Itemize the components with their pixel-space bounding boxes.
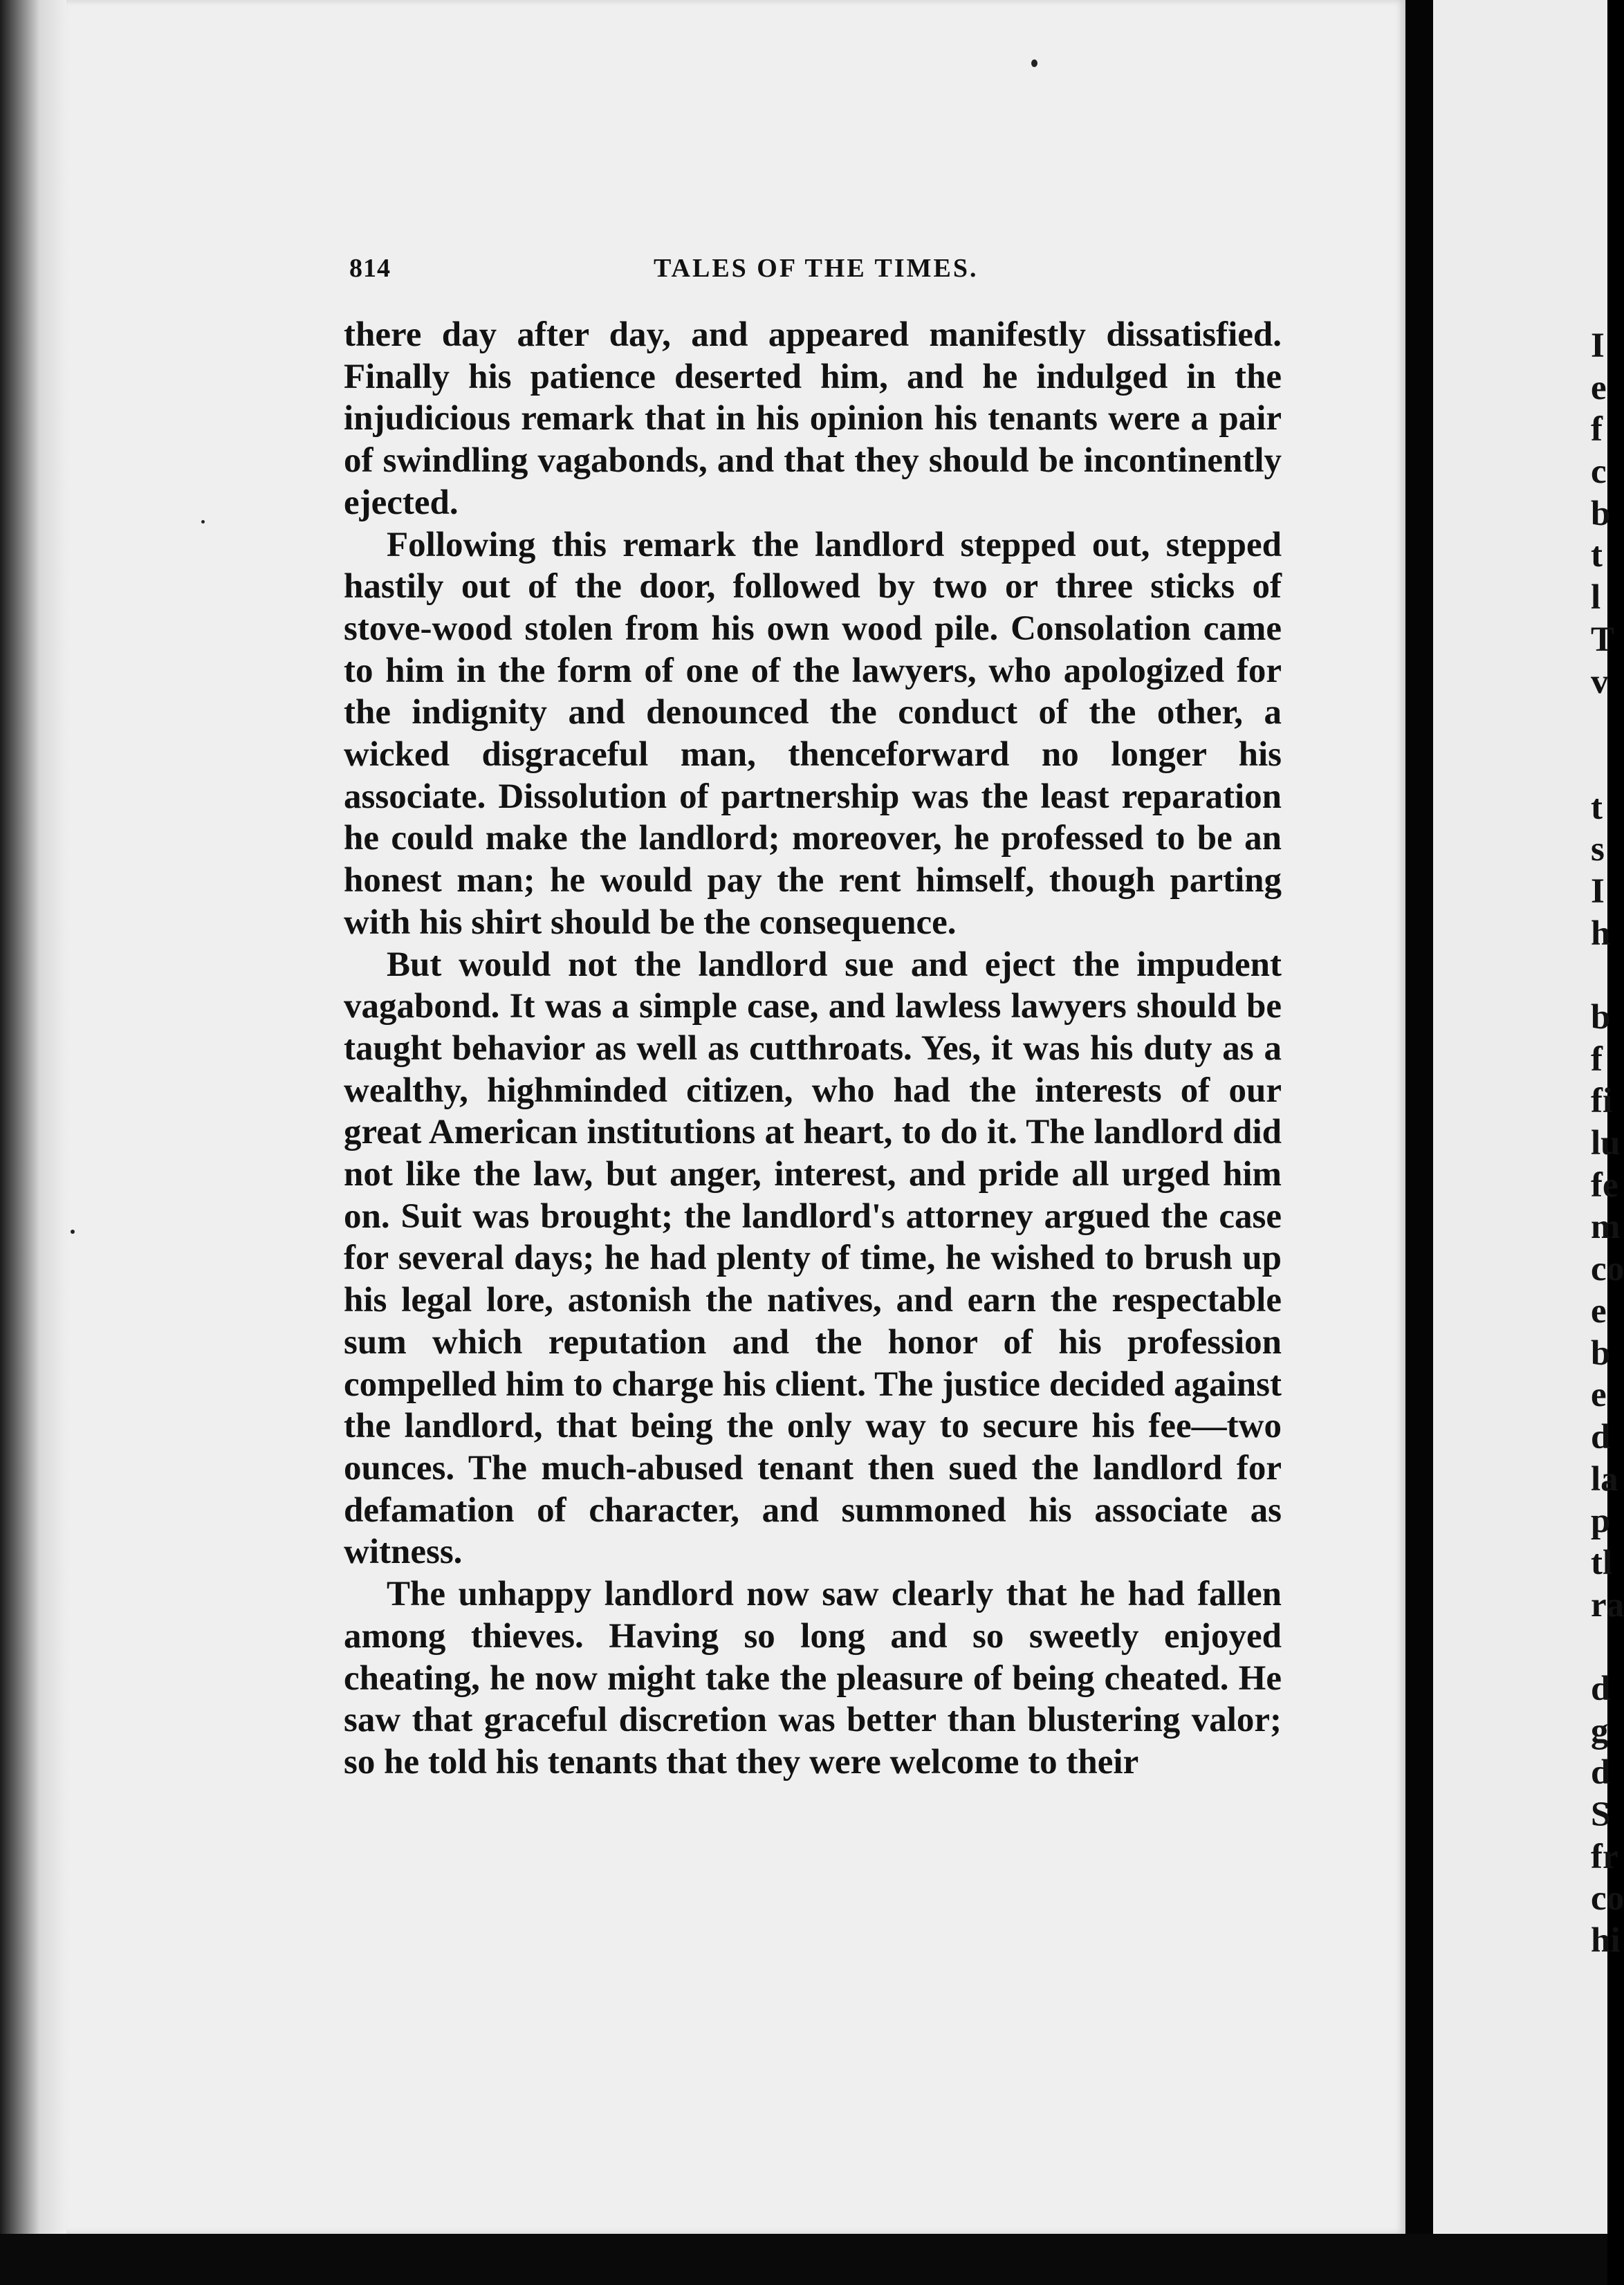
facing-page-fragment: b [1591, 494, 1611, 533]
facing-page-fragment: m [1591, 1208, 1621, 1247]
facing-page-fragment [1591, 1626, 1618, 1668]
left-margin-edge [0, 0, 66, 2285]
paragraph: But would not the landlord sue and eject the impudent vagabond. It was a simple case, and lawless lawyers should be taught behavior as well as cutthroats. Yes, it was his duty as a wealthy, highminded citizen, who had the interests of our great American institutions at heart, to do it. The landlord did not like the law, but anger, interest, and pride all urged him on. Suit was brought; the landlord's attorney argued the case for several days; he had plenty of time, he wished to brush up his legal lore, astonish the natives, and earn the respectable sum which reputation and the honor of his profession compelled him to charge his client. The justice decided against the landlord, that being the only way to secure his fee—two ounces. The much-abused tenant then sued the landlord for defamation of character, and summoned his associate as witness. [344, 945, 1282, 1572]
facing-page-fragment: p [1591, 1501, 1611, 1541]
page-number: 814 [349, 254, 391, 283]
facing-page-fragment: b [1591, 1333, 1611, 1373]
facing-page-fragment: I [1591, 326, 1605, 365]
facing-page-fragment: s [1591, 830, 1605, 869]
facing-page-fragment: t [1591, 536, 1603, 575]
facing-page-fragment: l [1591, 578, 1601, 618]
running-head: TALES OF THE TIMES. [654, 254, 979, 283]
facing-page-fragment: b [1591, 998, 1611, 1037]
facing-page-fragment: fi [1591, 1082, 1613, 1121]
facing-page-fragment: g [1591, 1711, 1609, 1750]
facing-page-fragment [1591, 954, 1618, 997]
facing-page-fragment: d [1591, 1669, 1611, 1708]
facing-page-fragment: S [1591, 1795, 1611, 1835]
facing-page-fragment: e [1591, 1376, 1607, 1415]
facing-page-fragment [1591, 703, 1618, 745]
facing-page-text-fragments [1591, 325, 1624, 1962]
facing-page-fragment: tl [1591, 1543, 1613, 1582]
facing-page-fragment: fr [1591, 1837, 1618, 1876]
facing-page-fragment: e [1591, 1291, 1607, 1331]
facing-page-fragment: co [1591, 1879, 1624, 1918]
facing-page-fragment: v [1591, 662, 1609, 701]
facing-page-fragment: la [1591, 1459, 1618, 1499]
paragraph: The unhappy landlord now saw clearly that he had fallen among thieves. Having so long and so sweetly enjoyed cheating, he now might take the pleasure of being cheated. He saw that graceful discretion was better than blustering valor; so he told his tenants that they were welcome to their [344, 1575, 1282, 1782]
facing-page-fragment: T [1591, 620, 1615, 659]
facing-page-fragment: d [1591, 1753, 1611, 1793]
facing-page-fragment: f [1591, 410, 1603, 450]
facing-page-fragment: hi [1591, 1921, 1621, 1961]
facing-page-fragment: co [1591, 1250, 1624, 1289]
facing-page-fragment: d [1591, 1417, 1611, 1456]
facing-page-fragment: fe [1591, 1165, 1618, 1205]
page-header [349, 253, 1276, 288]
page-body [344, 314, 1282, 1784]
facing-page-fragment: lu [1591, 1124, 1621, 1163]
facing-page-fragment: t [1591, 788, 1603, 827]
facing-page-fragment: c [1591, 452, 1607, 492]
ink-speck [1031, 59, 1037, 67]
facing-page-fragment: I [1591, 871, 1605, 911]
paragraph: there day after day, and appeared manifestly dissatisfied. Finally his patience deserted him, and he indulged in the injudicious remark that in his opinion his tenants were a pair of swindling vagabonds, and that they should be incontinently ejected. [344, 315, 1282, 522]
book-spine-shadow [1405, 0, 1433, 2285]
facing-page-edge [1433, 0, 1607, 2241]
facing-page-fragment [1591, 745, 1618, 787]
bottom-shadow [0, 2234, 1607, 2285]
ink-speck [71, 1230, 75, 1234]
facing-page-fragment: ra [1591, 1585, 1624, 1625]
facing-page-fragment: h [1591, 914, 1611, 953]
facing-page-fragment: e [1591, 368, 1607, 407]
ink-speck [201, 520, 205, 524]
facing-page-fragment: f [1591, 1039, 1603, 1079]
paragraph: Following this remark the landlord stepped out, stepped hastily out of the door, followed by two or three sticks of stove-wood stolen from his own wood pile. Consolation came to him in the form of one of the lawyers, who apologized for the indignity and denounced the conduct of the other, a wicked disgraceful man, thenceforward no longer his associate. Dissolution of partnership was the least reparation he could make the landlord; moreover, he professed to be an honest man; he would pay the rent himself, though parting with his shirt should be the consequence. [344, 525, 1282, 942]
